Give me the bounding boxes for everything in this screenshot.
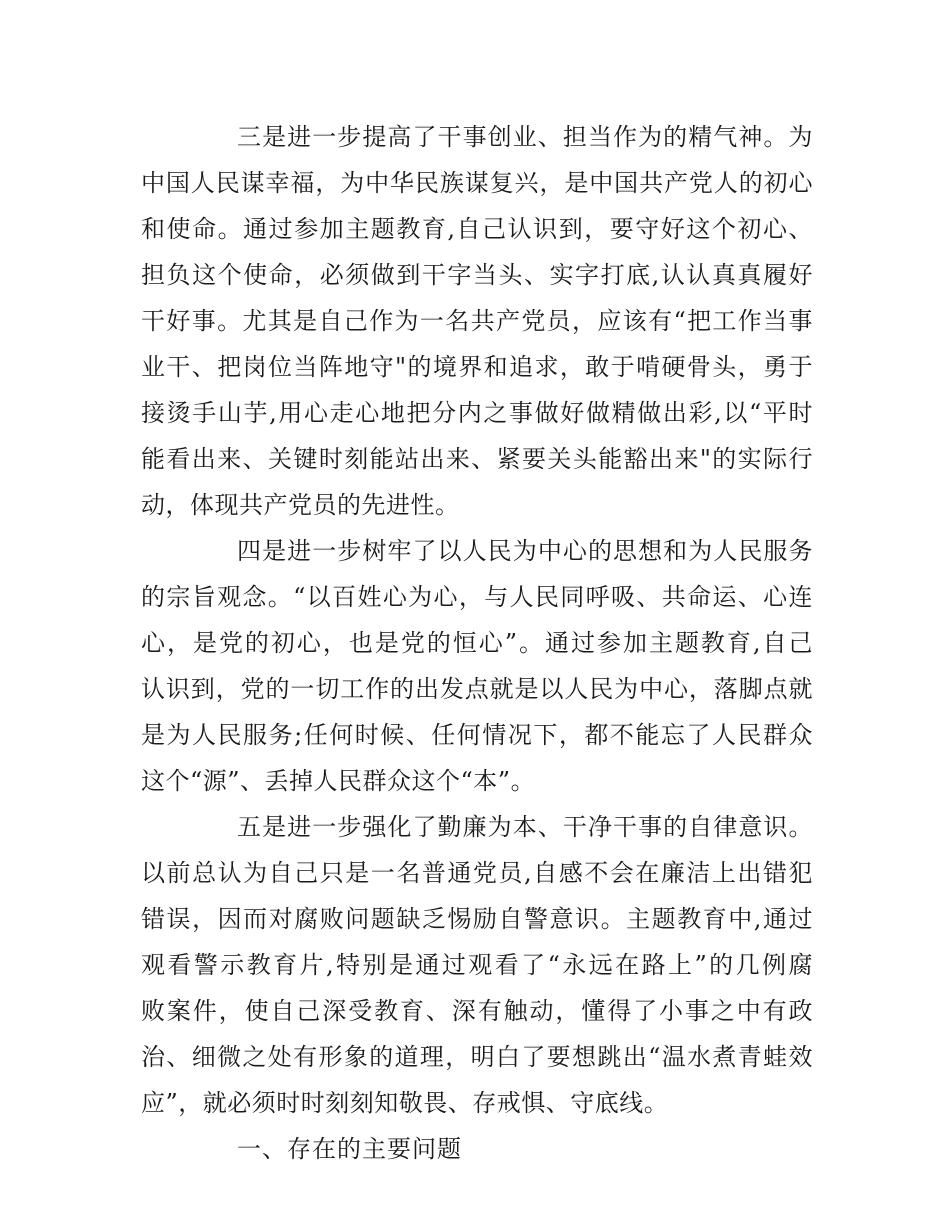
- paragraph-line: 能看出来、关键时刻能站出来、紧要关头能豁出来"的实际行: [141, 445, 813, 473]
- paragraph-line: 错误，因而对腐败问题缺乏惕励自警意识。主题教育中,通过: [141, 905, 813, 933]
- paragraph-line: 接烫手山芋,用心走心地把分内之事做好做精做出彩,以“平时: [141, 399, 813, 427]
- paragraph-four: [141, 528, 813, 804]
- paragraph-line: 和使命。通过参加主题教育,自己认识到，要守好这个初心、: [141, 215, 813, 243]
- paragraph-line: 业干、把岗位当阵地守"的境界和追求，敢于啃硬骨头，勇于: [141, 353, 813, 381]
- paragraph-line: 五是进一步强化了勤廉为本、干净干事的自律意识。: [237, 813, 813, 841]
- paragraph-line: 四是进一步树牢了以人民为中心的思想和为人民服务: [237, 537, 813, 565]
- paragraph-line: 的宗旨观念。“以百姓心为心，与人民同呼吸、共命运、心连: [141, 583, 813, 611]
- paragraph-line: 这个“源”、丢掉人民群众这个“本”。: [141, 767, 536, 795]
- paragraph-line: 中国人民谋幸福，为中华民族谋复兴，是中国共产党人的初心: [141, 169, 813, 197]
- document-body: [141, 114, 813, 1172]
- paragraph-line: 应”，就必须时时刻刻知敬畏、存戒惧、守底线。: [141, 1089, 669, 1117]
- paragraph-line: 观看警示教育片,特别是通过观看了“永远在路上”的几例腐: [141, 951, 813, 979]
- paragraph-line: 治、细微之处有形象的道理，明白了要想跳出“温水煮青蛙效: [141, 1043, 813, 1071]
- paragraph-line: 心，是党的初心，也是党的恒心”。通过参加主题教育,自己: [141, 629, 813, 657]
- paragraph-five: [141, 804, 813, 1126]
- paragraph-line: 动，体现共产党员的先进性。: [141, 491, 460, 519]
- paragraph-line: 以前总认为自己只是一名普通党员,自感不会在廉洁上出错犯: [141, 859, 813, 887]
- paragraph-line: 担负这个使命，必须做到干字当头、实字打底,认认真真履好: [141, 261, 813, 289]
- paragraph-line: 败案件，使自己深受教育、深有触动，懂得了小事之中有政: [141, 997, 813, 1025]
- paragraph-line: 是为人民服务;任何时候、任何情况下，都不能忘了人民群众: [141, 721, 813, 749]
- paragraph-line: 认识到，党的一切工作的出发点就是以人民为中心，落脚点就: [141, 675, 813, 703]
- paragraph-line: 三是进一步提高了干事创业、担当作为的精气神。为: [237, 123, 813, 151]
- section-heading: 一、存在的主要问题: [237, 1135, 462, 1163]
- paragraph-line: 干好事。尤其是自己作为一名共产党员，应该有“把工作当事: [141, 307, 813, 335]
- paragraph-three: [141, 114, 813, 528]
